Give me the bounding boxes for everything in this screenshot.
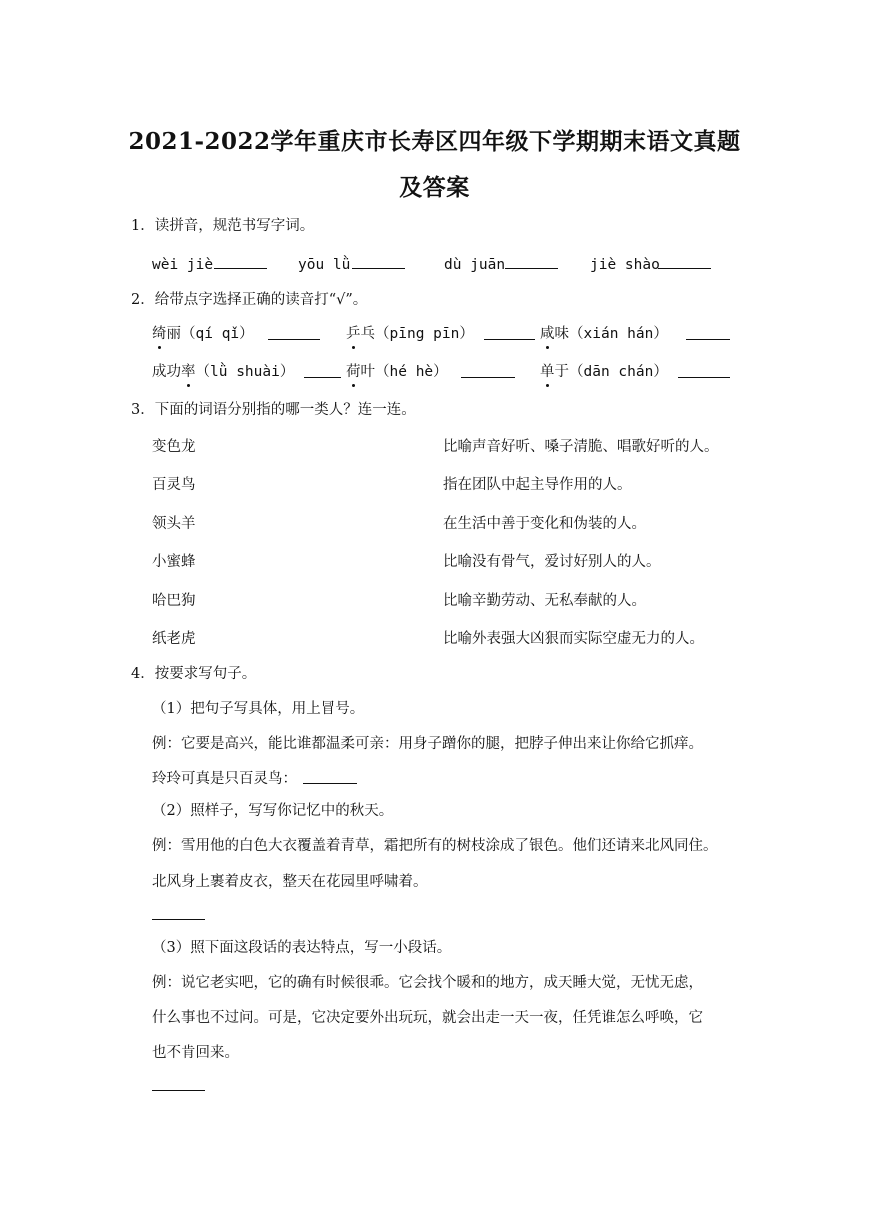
q2-answer-blank-1[interactable] [268,339,320,340]
q2-answer-blank-4[interactable] [304,377,341,378]
pinyin-options: （xián hán） [569,326,668,342]
q1-answer-blank-2[interactable] [352,268,405,269]
q3-term-3[interactable]: 领头羊 [152,516,196,532]
q3-meaning-1[interactable]: 比喻声音好听、嗓子清脆、唱歌好听的人。 [443,439,719,455]
word-rest: 于 [554,364,569,380]
document-title-line-2: 及答案 [399,174,470,201]
q1-answer-blank-3[interactable] [505,268,558,269]
dotted-character: 率 [181,361,196,383]
q2-answer-blank-5[interactable] [461,377,515,378]
q1-answer-blank-1[interactable] [214,268,267,269]
word-prefix: 成功 [152,364,181,380]
q2-answer-blank-6[interactable] [678,377,730,378]
q4-part2-example-line-2: 北风身上裹着皮衣，整天在花园里呼啸着。 [152,874,428,890]
pinyin-options: （pīng pīn） [375,326,474,342]
dotted-character: 单 [540,361,555,383]
q2-answer-blank-3[interactable] [686,339,730,340]
q3-term-5[interactable]: 哈巴狗 [152,593,196,609]
q2-prompt: 2．给带点字选择正确的读音打“√”。 [131,292,368,308]
q4-part3-example-line-2: 什么事也不过问。可是，它决定要外出玩玩，就会出走一天一夜，任凭谁怎么呼唤，它 [152,1010,703,1026]
dotted-character: 绮 [152,323,167,345]
q2-word-6 [540,361,668,383]
q2-word-1 [152,323,254,345]
q2-word-2 [346,323,474,345]
q3-meaning-5[interactable]: 比喻辛勤劳动、无私奉献的人。 [443,593,646,609]
q2-word-4 [152,361,294,383]
word-rest: 丽 [166,326,181,342]
word-rest: 叶 [360,364,375,380]
q4-part3-heading: （3）照下面这段话的表达特点，写一小段话。 [152,940,452,956]
q4-part3-answer-blank[interactable] [152,1090,205,1091]
q3-term-1[interactable]: 变色龙 [152,439,196,455]
q3-prompt: 3．下面的词语分别指的哪一类人？连一连。 [131,402,416,418]
q3-meaning-2[interactable]: 指在团队中起主导作用的人。 [443,477,632,493]
q3-term-4[interactable]: 小蜜蜂 [152,554,196,570]
q3-term-6[interactable]: 纸老虎 [152,631,196,647]
dotted-character: 乒 [346,323,361,345]
q3-meaning-4[interactable]: 比喻没有骨气，爱讨好别人的人。 [443,554,661,570]
pinyin-options: （lǜ shuài） [195,364,295,380]
word-rest: 乓 [360,326,375,342]
q1-pinyin-2: yōu lǜ [298,257,351,273]
q1-pinyin-3: dù juān [444,257,506,273]
q3-meaning-6[interactable]: 比喻外表强大凶狠而实际空虚无力的人。 [443,631,704,647]
document-title-line-1: 2021-2022学年重庆市长寿区四年级下学期期末语文真题 [128,128,741,155]
q2-word-5 [346,361,448,383]
q4-part1-answer-blank[interactable] [303,783,357,784]
pinyin-options: （qí qǐ） [181,326,254,342]
q3-meaning-3[interactable]: 在生活中善于变化和伪装的人。 [443,516,646,532]
q1-prompt: 1．读拼音，规范书写字词。 [131,218,315,234]
q2-word-3 [540,323,668,345]
q4-part1-example: 例：它要是高兴，能比谁都温柔可亲：用身子蹭你的腿，把脖子伸出来让你给它抓痒。 [152,736,703,752]
q4-prompt: 4．按要求写句子。 [131,666,257,682]
dotted-character: 荷 [346,361,361,383]
q4-part2-example-line-1: 例：雪用他的白色大衣覆盖着青草，霜把所有的树枝涂成了银色。他们还请来北风同住。 [152,838,718,854]
pinyin-options: （hé hè） [375,364,448,380]
q4-part2-heading: （2）照样子，写写你记忆中的秋天。 [152,803,394,819]
q4-part1-task: 玲玲可真是只百灵鸟： [152,771,297,787]
q4-part3-example-line-1: 例：说它老实吧，它的确有时候很乖。它会找个暖和的地方，成天睡大觉，无忧无虑， [152,975,703,991]
word-rest: 味 [554,326,569,342]
q4-part2-answer-blank[interactable] [152,919,205,920]
q3-term-2[interactable]: 百灵鸟 [152,477,196,493]
q4-part3-example-line-3: 也不肯回来。 [152,1045,239,1061]
q1-pinyin-4: jiè shào [590,257,660,273]
q4-part1-heading: （1）把句子写具体，用上冒号。 [152,701,365,717]
q1-pinyin-1: wèi jiè [152,257,214,273]
q2-answer-blank-2[interactable] [484,339,535,340]
pinyin-options: （dān chán） [569,364,668,380]
dotted-character: 咸 [540,323,555,345]
q1-answer-blank-4[interactable] [658,268,711,269]
